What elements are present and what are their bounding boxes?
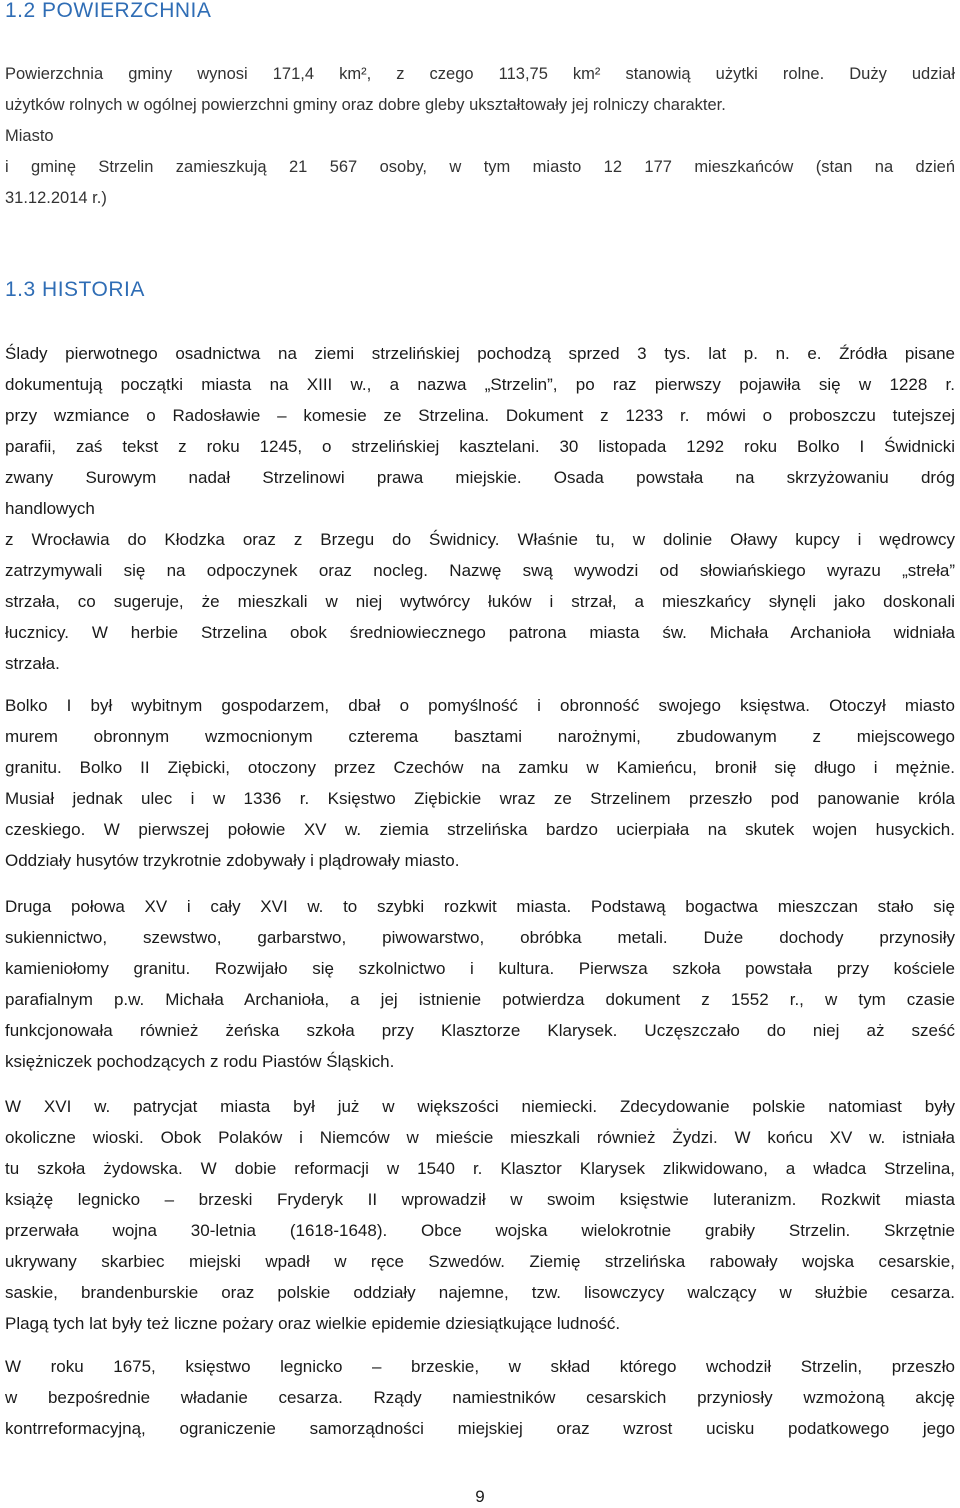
text-line: funkcjonowała również żeńska szkoła przy Klasztorze Klarysek. Uczęszczało do niej aż sześć bbox=[5, 1021, 955, 1040]
paragraph-historia-4 bbox=[5, 1091, 955, 1339]
text-line: W XVI w. patrycjat miasta był już w większości niemiecki. Zdecydowanie polskie natomiast były bbox=[5, 1097, 955, 1116]
text-line: zatrzymywali się na odpoczynek oraz nocleg. Nazwę swą wywodzi od słowiańskiego wyrazu „streła” bbox=[5, 561, 955, 580]
text-line: ukrywany skarbiec miejski wpadł w ręce Szwedów. Ziemię strzelińska rabowały wojska cesarskie, bbox=[5, 1252, 955, 1271]
text-line: Miasto bbox=[5, 127, 54, 145]
paragraph-historia-3 bbox=[5, 891, 955, 1077]
text-line: tu szkoła żydowska. W dobie reformacji w 1540 r. Klasztor Klarysek zlikwidowano, a władca Strzelina, bbox=[5, 1159, 955, 1178]
text-line: zwany Surowym nadał Strzelinowi prawa miejskie. Osada powstała na skrzyżowaniu dróg bbox=[5, 468, 955, 487]
text-line: okoliczne wioski. Obok Polaków i Niemców w mieście mieszkali również Żydzi. W końcu XV w. istniała bbox=[5, 1128, 955, 1147]
text-line: przy wzmiance o Radosławie – komesie ze Strzelina. Dokument z 1233 r. mówi o proboszczu tutejszej bbox=[5, 406, 955, 425]
text-line: kamieniołomy granitu. Rozwijało się szkolnictwo i kultura. Pierwsza szkoła powstała przy kościele bbox=[5, 959, 955, 978]
text-line: murem obronnym wzmocnionym czterema basztami narożnymi, zbudowanym z miejscowego bbox=[5, 727, 955, 746]
text-line: książę legnicko – brzeski Fryderyk II wprowadził w swoim księstwie luteranizm. Rozkwit miasta bbox=[5, 1190, 955, 1209]
text-line: Powierzchnia gminy wynosi 171,4 km², z czego 113,75 km² stanowią użytki rolne. Duży udział bbox=[5, 65, 955, 83]
section-heading-historia: 1.3 HISTORIA bbox=[5, 278, 145, 301]
text-line: kontrreformacyjną, ograniczenie samorządności miejskiej oraz wzrost ucisku podatkowego jego bbox=[5, 1419, 955, 1438]
text-line: łucznicy. W herbie Strzelina obok średniowiecznego patrona miasta św. Michała Archanioła widniała bbox=[5, 623, 955, 642]
text-line: Musiał jednak ulec i w 1336 r. Księstwo Ziębickie wraz ze Strzelinem przeszło pod panowanie króla bbox=[5, 789, 955, 808]
text-line: Ślady pierwotnego osadnictwa na ziemi strzelińskiej pochodzą sprzed 3 tys. lat p. n. e. Źródła pisane bbox=[5, 344, 955, 363]
paragraph-historia-1 bbox=[5, 338, 955, 679]
text-line: 31.12.2014 r.) bbox=[5, 189, 107, 207]
text-line: księżniczek pochodzących z rodu Piastów Śląskich. bbox=[5, 1052, 395, 1071]
text-line: parafii, zaś tekst z roku 1245, o strzelińskiej kasztelani. 30 listopada 1292 roku Bolko I Świdnicki bbox=[5, 437, 955, 456]
text-line: Druga połowa XV i cały XVI w. to szybki rozkwit miasta. Podstawą bogactwa mieszczan stało się bbox=[5, 897, 955, 916]
text-line: handlowych bbox=[5, 499, 95, 518]
text-line: w bezpośrednie władanie cesarza. Rządy namiestników cesarskich przyniosły wzmożoną akcję bbox=[5, 1388, 955, 1407]
text-line: W roku 1675, księstwo legnicko – brzeskie, w skład którego wchodził Strzelin, przeszło bbox=[5, 1357, 955, 1376]
section-heading-powierzchnia: 1.2 POWIERZCHNIA bbox=[5, 0, 212, 22]
text-line: strzała, co sugeruje, że mieszkali w niej wytwórcy łuków i strzał, a mieszkańcy słynęli jako doskonali bbox=[5, 592, 955, 611]
text-line: saskie, brandenburskie oraz polskie oddziały najemne, tzw. lisowczycy walczący w służbie cesarza. bbox=[5, 1283, 955, 1302]
text-line: i gminę Strzelin zamieszkują 21 567 osoby, w tym miasto 12 177 mieszkańców (stan na dzień bbox=[5, 158, 955, 176]
text-line: użytków rolnych w ogólnej powierzchni gminy oraz dobre gleby ukształtowały jej rolniczy charakter. bbox=[5, 96, 726, 114]
text-line: Bolko I był wybitnym gospodarzem, dbał o pomyślność i obronność swojego księstwa. Otoczył miasto bbox=[5, 696, 955, 715]
text-line: przerwała wojna 30-letnia (1618-1648). Obce wojska wielokrotnie grabiły Strzelin. Skrzętnie bbox=[5, 1221, 955, 1240]
paragraph-historia-5 bbox=[5, 1351, 955, 1444]
text-line: granitu. Bolko II Ziębicki, otoczony przez Czechów na zamku w Kamieńcu, bronił się długo i mężnie. bbox=[5, 758, 955, 777]
text-line: dokumentują początki miasta na XIII w., a nazwa „Strzelin”, po raz pierwszy pojawiła się w 1228 r. bbox=[5, 375, 955, 394]
paragraph-historia-2 bbox=[5, 690, 955, 876]
text-line: Plagą tych lat były też liczne pożary oraz wielkie epidemie dziesiątkujące ludność. bbox=[5, 1314, 621, 1333]
text-line: czeskiego. W pierwszej połowie XV w. ziemia strzelińska bardzo ucierpiała na skutek wojen husyckich. bbox=[5, 820, 955, 839]
text-line: sukiennictwo, szewstwo, garbarstwo, piwowarstwo, obróbka metali. Duże dochody przynosiły bbox=[5, 928, 955, 947]
text-line: parafialnym p.w. Michała Archanioła, a jej istnienie potwierdza dokument z 1552 r., w tym czasie bbox=[5, 990, 955, 1009]
text-line: z Wrocławia do Kłodzka oraz z Brzegu do Świdnicy. Właśnie tu, w dolinie Oławy kupcy i wędrowcy bbox=[5, 530, 955, 549]
paragraph-powierzchnia bbox=[5, 59, 955, 214]
page-number: 9 bbox=[475, 1487, 485, 1506]
text-line: Oddziały husytów trzykrotnie zdobywały i plądrowały miasto. bbox=[5, 851, 460, 870]
text-line: strzała. bbox=[5, 654, 60, 673]
